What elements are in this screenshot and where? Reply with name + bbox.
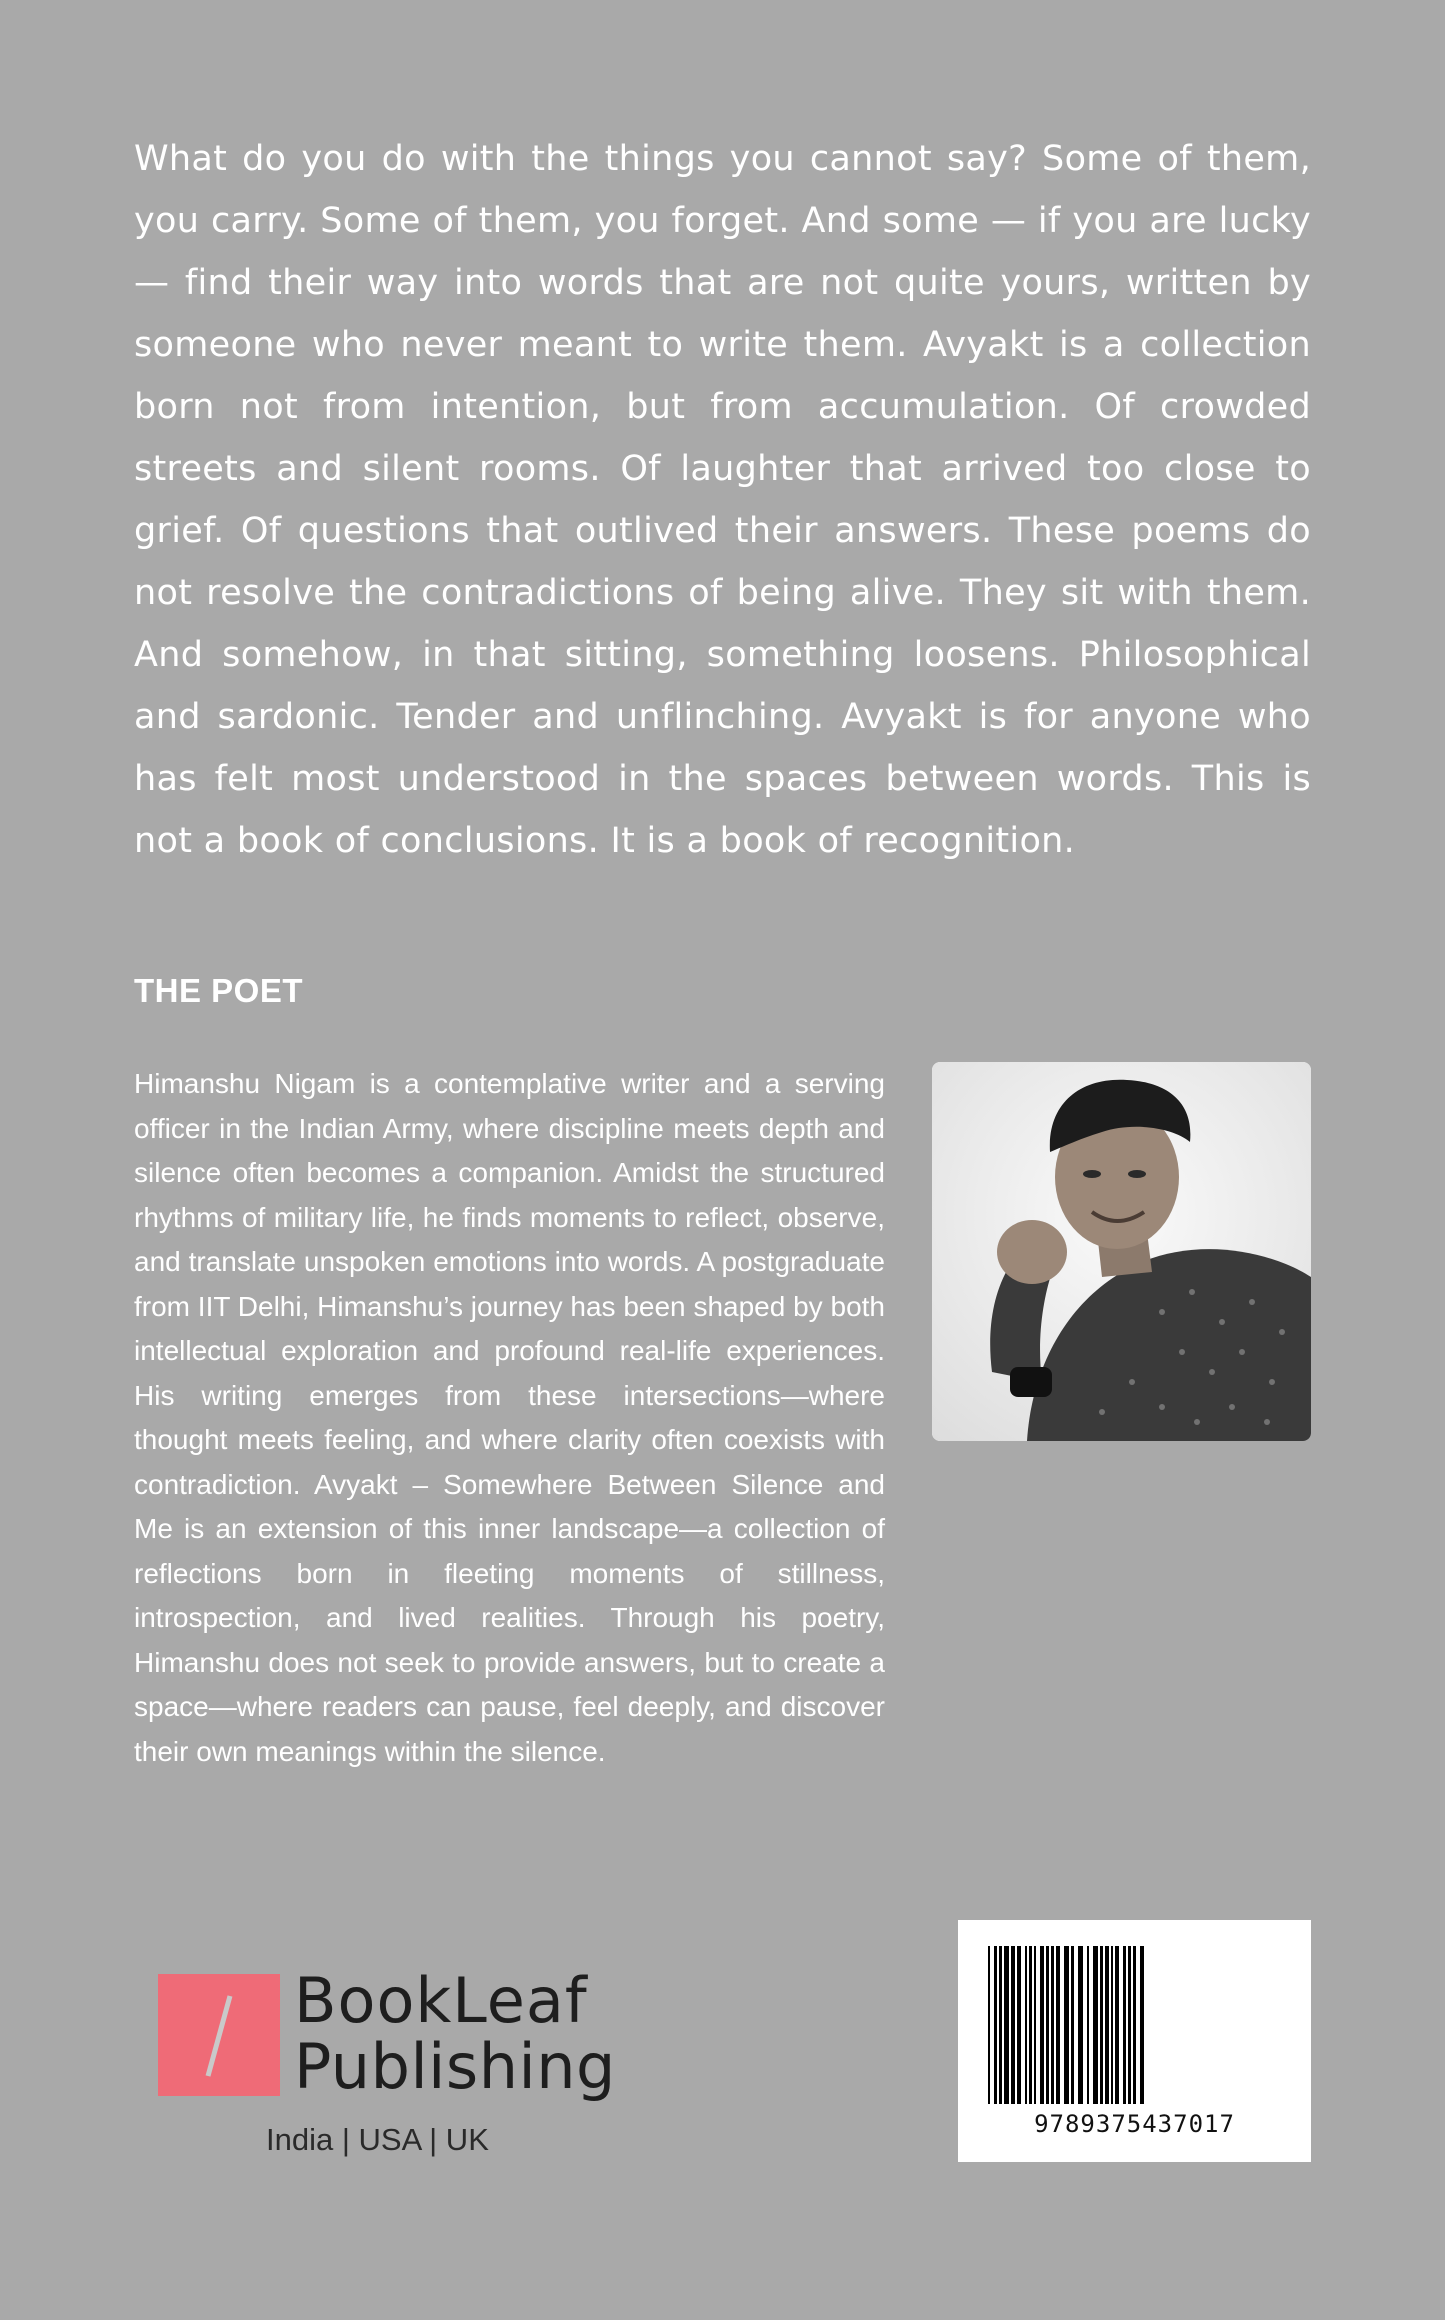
publisher-regions: India | USA | UK xyxy=(266,2122,489,2157)
barcode-bar xyxy=(1034,1946,1036,2104)
author-photo xyxy=(932,1062,1311,1441)
barcode-bar xyxy=(1071,1946,1074,2104)
barcode-bar xyxy=(1029,1946,1032,2104)
barcode-bar xyxy=(1133,1946,1136,2104)
barcode-bar xyxy=(1115,1946,1119,2104)
isbn-barcode xyxy=(958,1920,1311,2162)
barcode-bar xyxy=(1087,1946,1089,2104)
barcode-bar xyxy=(1051,1946,1054,2104)
barcode-icon xyxy=(988,1946,1281,2104)
back-cover-blurb: What do you do with the things you cannot say? Some of them, you carry. Some of them, you forget. And some — if you are lucky — find their way into words that are not quite yours, written by someone who never meant to write them. Avyakt is a collection born not from intention, but from accumulation. Of crowded streets and silent rooms. Of laughter that arrived too close to grief. Of questions that outlived their answers. These poems do not resolve the contradictions of being alive. They sit with them. And somehow, in that sitting, something loosens. Philosophical and sardonic. Tender and unflinching. Avyakt is for anyone who has felt most understood in the spaces between words. This is not a book of conclusions. It is a book of recognition. xyxy=(134,139,1311,861)
barcode-bar xyxy=(1025,1946,1027,2104)
author-portrait-image xyxy=(932,1062,1311,1441)
publisher-name-line1: BookLeaf xyxy=(294,1964,588,2037)
barcode-bar xyxy=(1040,1946,1044,2104)
barcode-bar xyxy=(1056,1946,1060,2104)
barcode-bar xyxy=(1123,1946,1126,2104)
barcode-bar xyxy=(1128,1946,1131,2104)
barcode-bar xyxy=(999,1946,1002,2104)
barcode-bar xyxy=(1105,1946,1109,2104)
barcode-bar xyxy=(1046,1946,1049,2104)
barcode-bar xyxy=(1140,1946,1144,2104)
logo-mark xyxy=(158,1974,280,2096)
isbn-number: 9789375437017 xyxy=(1034,2110,1235,2138)
barcode-bar xyxy=(1111,1946,1113,2104)
publisher-name-line2: Publishing xyxy=(294,2030,616,2103)
barcode-bar xyxy=(1078,1946,1083,2104)
barcode-bar xyxy=(1011,1946,1015,2104)
poet-biography: Himanshu Nigam is a contemplative writer and a serving officer in the Indian Army, where discipline meets depth and silence often becomes a companion. Amidst the structured rhythms of military life, he finds moments to reflect, observe, and translate unspoken emotions into words. A postgraduate from IIT Delhi, Himanshu’s journey has been shaped by both intellectual exploration and profound real-life experiences. His writing emerges from these intersections—where thought meets feeling, and where clarity often coexists with contradiction. Avyakt – Somewhere Between Silence and Me is an extension of this inner landscape—a collection of reflections born in fleeting moments of stillness, introspection, and lived realities. Through his poetry, Himanshu does not seek to provide answers, but to create a space—where readers can pause, feel deeply, and discover their own meanings within the silence. xyxy=(134,1068,885,1767)
barcode-bar xyxy=(1093,1946,1098,2104)
publisher-logo xyxy=(158,1964,618,2168)
barcode-bar xyxy=(1004,1946,1009,2104)
barcode-bar xyxy=(1064,1946,1069,2104)
barcode-bar xyxy=(988,1946,990,2104)
barcode-bar xyxy=(1017,1946,1021,2104)
barcode-bar xyxy=(1100,1946,1103,2104)
poet-section-heading: THE POET xyxy=(134,972,304,1009)
barcode-bar xyxy=(994,1946,997,2104)
slash-icon xyxy=(158,1974,280,2096)
